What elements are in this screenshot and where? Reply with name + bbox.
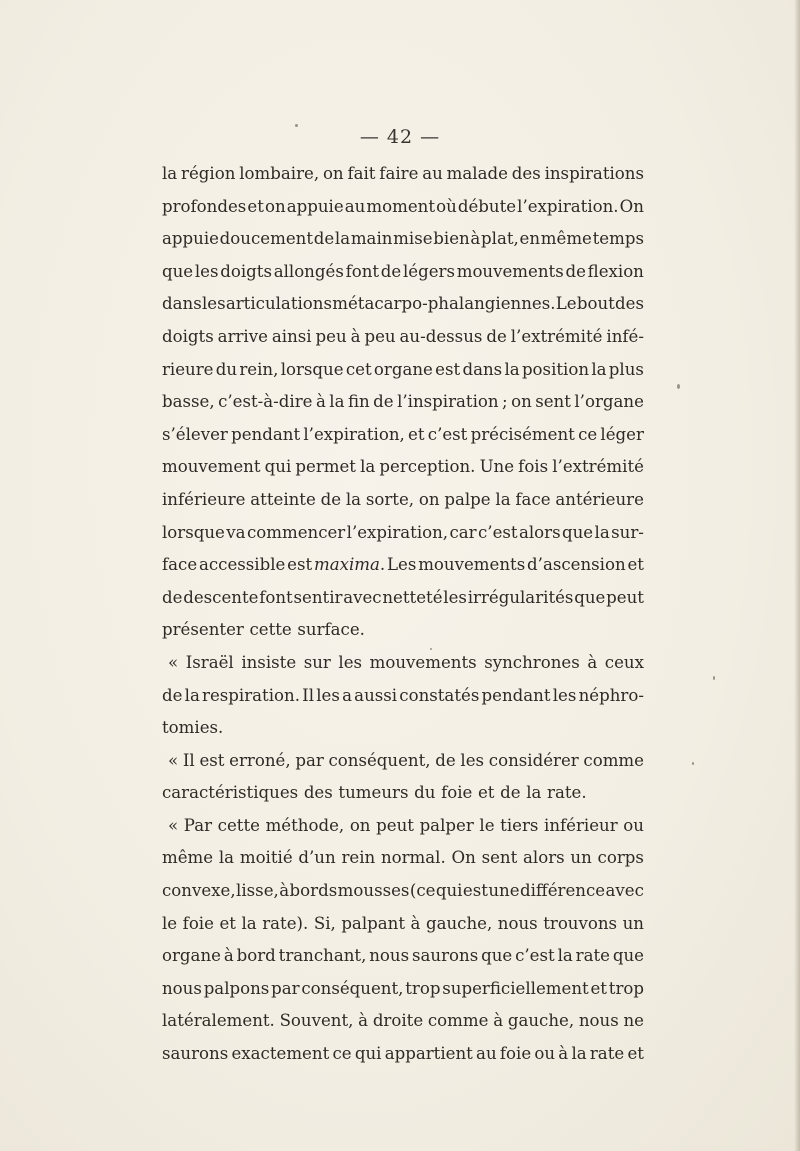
- paper-speck: [692, 762, 694, 765]
- text-line: nous palpons par conséquent, trop superficiellement et trop: [162, 978, 644, 998]
- body-text: [162, 158, 644, 1071]
- text-line: convexe, lisse, à bords mousses (ce qui est une différence avec: [162, 881, 644, 901]
- text-line: que les doigts allongés font de légers mouvements de flexion: [162, 261, 644, 281]
- text-line: mouvement qui permet la perception. Une fois l’extrémité: [162, 457, 644, 477]
- text-line: la région lombaire, on fait faire au malade des inspirations: [162, 164, 644, 183]
- text-line: saurons exactement ce qui appartient au foie ou à la rate et: [162, 1044, 644, 1064]
- text-line: appuie doucement de la main mise bien à plat, en même temps: [162, 229, 644, 249]
- text-line: profondes et on appuie au moment où débute l’expiration. On: [162, 196, 644, 216]
- text-line: s’élever pendant l’expiration, et c’est précisément ce léger: [162, 424, 644, 444]
- text-line: rieure du rein, lorsque cet organe est dans la position la plus: [162, 359, 644, 379]
- text-line: « Par cette méthode, on peut palper le tiers inférieur ou: [168, 815, 644, 835]
- text-line: doigts arrive ainsi peu à peu au-dessus de l’extrémité infé-: [162, 326, 644, 346]
- text-line: présenter cette surface.: [162, 620, 365, 640]
- text-line: inférieure atteinte de la sorte, on palpe la face antérieure: [162, 489, 644, 509]
- text-line: tomies.: [162, 718, 224, 738]
- italic-term: maxima: [314, 555, 380, 575]
- text-line: basse, c’est-à-dire à la fin de l’inspiration ; on sent l’organe: [162, 392, 644, 412]
- text-line: dans les articulations métacarpo-phalangiennes. Le bout des: [162, 294, 644, 314]
- page-number: — 42 —: [359, 126, 441, 148]
- text-line: même la moitié d’un rein normal. On sent alors un corps: [162, 848, 644, 868]
- text-line: « Il est erroné, par conséquent, de les considérer comme: [168, 750, 644, 770]
- text-line: le foie et la rate). Si, palpant à gauche, nous trouvons un: [162, 913, 644, 933]
- text-line: face accessible est maxima. Les mouvements d’ascension et: [162, 555, 644, 575]
- text-line: « Israël insiste sur les mouvements synchrones à ceux: [168, 652, 644, 672]
- paper-speck: [677, 384, 680, 389]
- text-line: de la respiration. Il les a aussi constatés pendant les néphro-: [162, 685, 644, 705]
- text-line: latéralement. Souvent, à droite comme à gauche, nous ne: [162, 1011, 644, 1031]
- text-line: organe à bord tranchant, nous saurons que c’est la rate que: [162, 946, 644, 966]
- paper-speck: [713, 676, 715, 680]
- page-edge-shadow: [794, 0, 800, 1151]
- text-line: de descente font sentir avec netteté les irrégularités que peut: [162, 587, 644, 607]
- text-line: caractéristiques des tumeurs du foie et de la rate.: [162, 783, 587, 803]
- text-line: lorsque va commencer l’expiration, car c’est alors que la sur-: [162, 522, 644, 542]
